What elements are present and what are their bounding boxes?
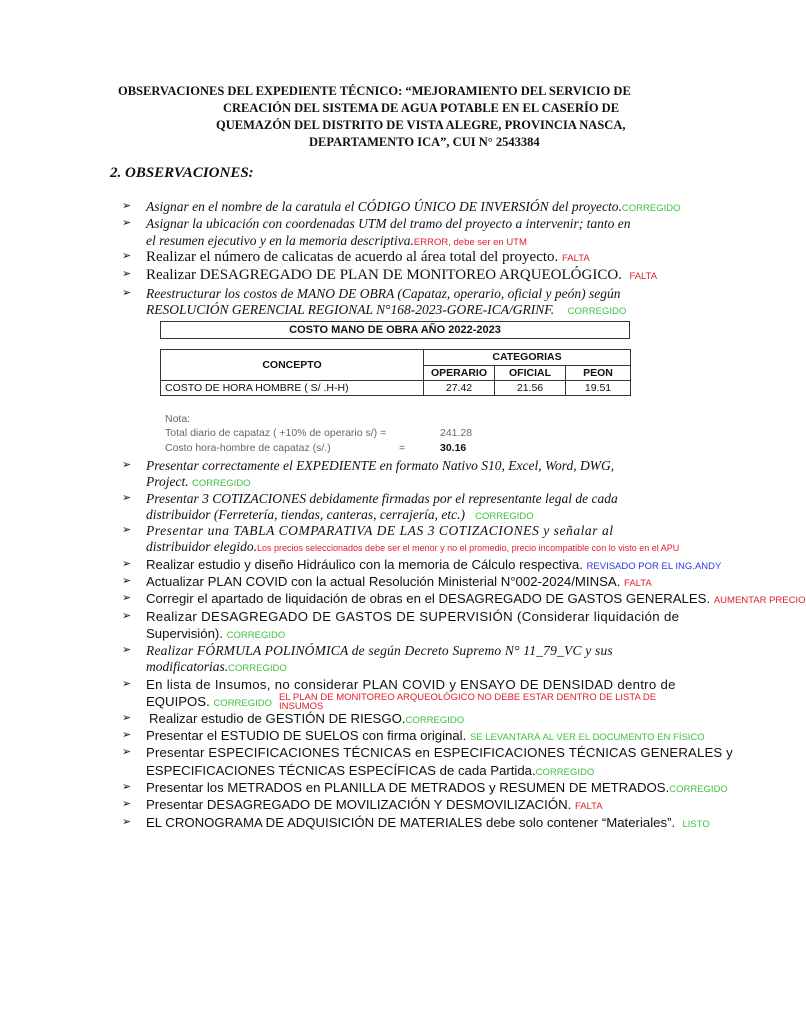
arrow-bullet-icon: ➢ bbox=[122, 574, 132, 587]
item-text: modificatorias. bbox=[146, 659, 229, 674]
item-text: EL CRONOGRAMA DE ADQUISICIÓN DE MATERIALES debe solo contener “Materiales”. bbox=[146, 815, 676, 830]
column-header: OPERARIO bbox=[424, 365, 495, 381]
status-note: FALTA bbox=[624, 578, 652, 589]
status-note: CORREGIDO bbox=[226, 630, 286, 641]
arrow-bullet-icon: ➢ bbox=[122, 458, 132, 471]
item-text: Presentar correctamente el EXPEDIENTE en formato Nativo S10, Excel, Word, DWG, bbox=[146, 458, 615, 473]
arrow-bullet-icon: ➢ bbox=[122, 286, 132, 299]
status-note: CORREGIDO bbox=[213, 698, 273, 709]
note-2-equals: = bbox=[399, 442, 406, 454]
title-line-4: DEPARTAMENTO ICA”, CUI N° 2543384 bbox=[309, 135, 540, 149]
title-line-2: CREACIÓN DEL SISTEMA DE AGUA POTABLE EN EL CASERÍO DE bbox=[223, 101, 620, 115]
categories-header: CATEGORIAS bbox=[424, 350, 631, 366]
arrow-bullet-icon: ➢ bbox=[122, 797, 132, 810]
item-text: Asignar en el nombre de la caratula el CÓDIGO ÚNICO DE INVERSIÓN del proyecto. bbox=[146, 199, 622, 214]
item-text: Project. bbox=[146, 474, 189, 489]
status-note: CORREGIDO bbox=[405, 715, 465, 726]
note-2-label: Costo hora-hombre de capataz (s/.) bbox=[165, 442, 331, 454]
arrow-bullet-icon: ➢ bbox=[122, 677, 132, 690]
item-text: ESPECIFICACIONES TÉCNICAS ESPECÍFICAS de cada Partida. bbox=[146, 763, 536, 778]
status-note: CORREGIDO bbox=[669, 784, 728, 795]
row-label: COSTO DE HORA HOMBRE ( S/ .H-H) bbox=[161, 381, 424, 396]
table-note-label: Nota: bbox=[165, 413, 191, 425]
item-text: distribuidor (Ferretería, tiendas, canteras, cerrajería, etc.) bbox=[146, 507, 465, 522]
arrow-bullet-icon: ➢ bbox=[122, 591, 132, 604]
status-note: FALTA bbox=[574, 801, 603, 812]
section-heading: 2. OBSERVACIONES: bbox=[110, 165, 254, 181]
cost-table-title: COSTO MANO DE OBRA AÑO 2022-2023 bbox=[160, 321, 630, 339]
arrow-bullet-icon: ➢ bbox=[122, 523, 132, 536]
status-note: SE LEVANTARÁ AL VER EL DOCUMENTO EN FÍSICO bbox=[469, 732, 705, 743]
item-text: Realizar FÓRMULA POLINÓMICA de según Decreto Supremo N° 11_79_VC y sus bbox=[146, 643, 613, 658]
column-header: PEON bbox=[566, 365, 631, 381]
status-note: LISTO bbox=[682, 819, 710, 830]
title-line-3: QUEMAZÓN DEL DISTRITO DE VISTA ALEGRE, PROVINCIA NASCA, bbox=[216, 118, 626, 132]
status-note: AUMENTAR PRECIO bbox=[713, 595, 806, 606]
table-cell: 21.56 bbox=[495, 381, 566, 396]
column-header: OFICIAL bbox=[495, 365, 566, 381]
arrow-bullet-icon: ➢ bbox=[122, 711, 132, 724]
arrow-bullet-icon: ➢ bbox=[122, 815, 132, 828]
arrow-bullet-icon: ➢ bbox=[122, 216, 132, 229]
note-1-label: Total diario de capataz ( +10% de operario s/) = bbox=[165, 427, 387, 439]
item-text: Presentar los METRADOS en PLANILLA DE METRADOS y RESUMEN DE METRADOS. bbox=[146, 780, 670, 795]
item-text: distribuidor elegido. bbox=[146, 539, 257, 554]
item-text: Presentar 3 COTIZACIONES debidamente firmadas por el representante legal de cada bbox=[146, 491, 618, 506]
cost-table bbox=[160, 349, 631, 396]
status-note-secondary: EL PLAN DE MONITOREO ARQUEOLÓGICO NO DEBE ESTAR DENTRO DE LISTA DE INSUMOS bbox=[279, 692, 657, 712]
item-text: Asignar la ubicación con coordenadas UTM del tramo del proyecto a intervenir; tanto en bbox=[146, 216, 631, 231]
item-text: Presentar DESAGREGADO DE MOVILIZACIÓN Y DESMOVILIZACIÓN. bbox=[146, 797, 572, 812]
arrow-bullet-icon: ➢ bbox=[122, 609, 132, 622]
arrow-bullet-icon: ➢ bbox=[122, 780, 132, 793]
status-note: FALTA bbox=[629, 271, 658, 282]
item-text: Presentar ESPECIFICACIONES TÉCNICAS en ESPECIFICACIONES TÉCNICAS GENERALES y bbox=[146, 745, 733, 760]
item-text: Supervisión). bbox=[146, 626, 223, 641]
title-line-1: OBSERVACIONES DEL EXPEDIENTE TÉCNICO: “MEJORAMIENTO DEL SERVICIO DE bbox=[118, 84, 631, 98]
arrow-bullet-icon: ➢ bbox=[122, 267, 132, 280]
arrow-bullet-icon: ➢ bbox=[122, 643, 132, 656]
item-text: el resumen ejecutivo y en la memoria descriptiva. bbox=[146, 233, 414, 248]
arrow-bullet-icon: ➢ bbox=[122, 249, 132, 262]
status-note: CORREGIDO bbox=[191, 478, 251, 489]
status-note: REVISADO POR EL ING.ANDY bbox=[586, 561, 722, 572]
concept-header: CONCEPTO bbox=[161, 350, 424, 381]
item-text: EQUIPOS. bbox=[146, 694, 210, 709]
status-note: CORREGIDO bbox=[475, 511, 534, 522]
item-text: Presentar el ESTUDIO DE SUELOS con firma original. bbox=[146, 728, 467, 743]
item-text: Realizar DESAGREGADO DE PLAN DE MONITOREO ARQUEOLÓGICO. bbox=[146, 267, 622, 283]
status-note: CORREGIDO bbox=[228, 663, 287, 674]
note-1-value: 241.28 bbox=[440, 427, 473, 439]
item-text: Actualizar PLAN COVID con la actual Resolución Ministerial N°002-2024/MINSA. bbox=[146, 574, 621, 589]
item-text: Corregir el apartado de liquidación de obras en el DESAGREGADO DE GASTOS GENERALES. bbox=[146, 591, 711, 606]
status-note: CORREGIDO bbox=[535, 767, 595, 778]
arrow-bullet-icon: ➢ bbox=[122, 491, 132, 504]
status-note: CORREGIDO bbox=[621, 203, 681, 214]
item-text: Realizar estudio de GESTIÓN DE RIESGO. bbox=[149, 711, 406, 726]
item-text: Presentar una TABLA COMPARATIVA DE LAS 3 COTIZACIONES y señalar al bbox=[146, 523, 614, 538]
arrow-bullet-icon: ➢ bbox=[122, 199, 132, 212]
arrow-bullet-icon: ➢ bbox=[122, 745, 132, 758]
status-note: FALTA bbox=[562, 253, 590, 264]
note-2-value: 30.16 bbox=[440, 442, 467, 454]
item-text: Reestructurar los costos de MANO DE OBRA (Capataz, operario, oficial y peón) según bbox=[146, 286, 621, 301]
table-cell: 19.51 bbox=[566, 381, 631, 396]
item-text: Realizar DESAGREGADO DE GASTOS DE SUPERVISIÓN (Considerar liquidación de bbox=[146, 609, 680, 624]
item-text: Realizar estudio y diseño Hidráulico con la memoria de Cálculo respectiva. bbox=[146, 557, 583, 572]
table-note-1 bbox=[165, 427, 473, 439]
status-note: CORREGIDO bbox=[567, 306, 627, 317]
status-note: Los precios seleccionados debe ser el menor y no el promedio, precio incompatible con lo visto en el APU bbox=[257, 543, 680, 553]
status-note: ERROR, debe ser en UTM bbox=[413, 237, 527, 248]
arrow-bullet-icon: ➢ bbox=[122, 557, 132, 570]
table-cell: 27.42 bbox=[424, 381, 495, 396]
item-text: Realizar el número de calicatas de acuerdo al área total del proyecto. bbox=[146, 249, 559, 265]
arrow-bullet-icon: ➢ bbox=[122, 728, 132, 741]
item-text: RESOLUCIÓN GERENCIAL REGIONAL N°168-2023-GORE-ICA/GRINF. bbox=[146, 302, 555, 317]
item-text: En lista de Insumos, no considerar PLAN COVID y ENSAYO DE DENSIDAD dentro de bbox=[146, 677, 676, 692]
table-note-2 bbox=[165, 442, 467, 454]
